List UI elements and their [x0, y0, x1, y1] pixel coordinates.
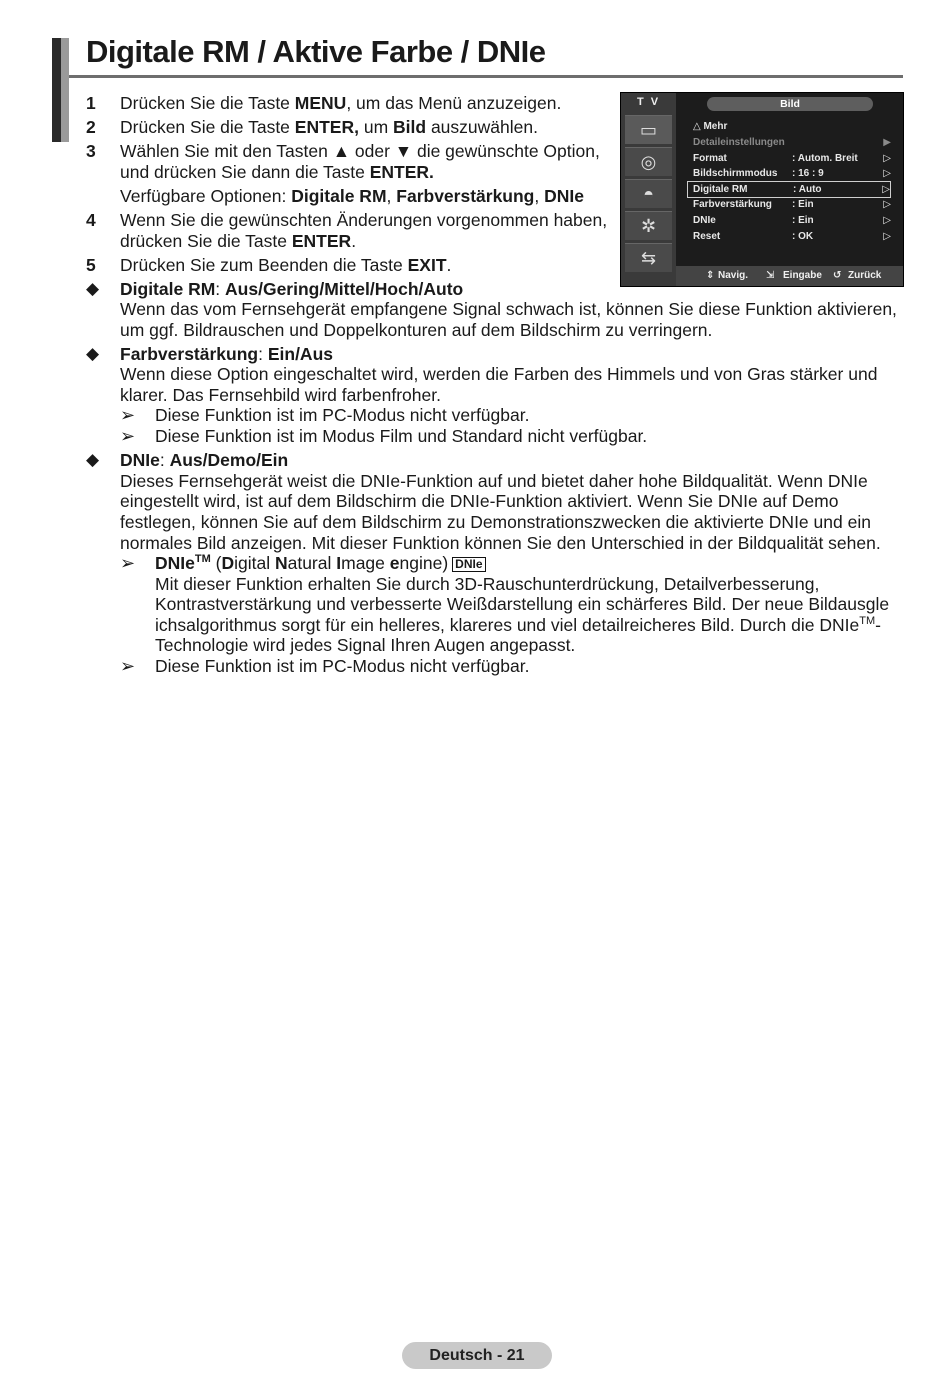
diamond-bullet-icon: ◆ [86, 450, 100, 469]
step-3-line-1: Wählen Sie mit den Tasten ▲ oder ▼ die gewünschte Option, [120, 141, 600, 161]
note-arrow-icon: ➢ [120, 426, 136, 446]
tv-menu-footer: ⇕ Navig. ⇲ Eingabe ↺ Zurück [676, 266, 903, 286]
tv-menu-row-digitale-rm: Digitale RM : Auto ▷ [687, 181, 891, 198]
tv-menu-row-mehr: △ Mehr [693, 121, 728, 132]
dnie-note-para-1: Mit dieser Funktion erhalten Sie durch 3D-Rauschunterdrückung, Detailverbesserung, [155, 574, 820, 594]
step-4-line-1: Wenn Sie die gewünschten Änderungen vorgenommen haben, [120, 210, 608, 230]
dnie-note-2: Diese Funktion ist im PC-Modus nicht verfügbar. [155, 656, 530, 676]
step-3-line-3: Verfügbare Optionen: Digitale RM, Farbverstärkung, DNIe [120, 186, 584, 206]
channel-icon: ◓ [625, 179, 672, 208]
step-5-number: 5 [86, 255, 96, 275]
section-rm-para-2: um ggf. Bildrauschen und Doppelkonturen auf dem Bildschirm zu verringern. [120, 320, 713, 340]
step-1-number: 1 [86, 93, 96, 113]
return-icon: ↺ [833, 270, 842, 281]
step-3-number: 3 [86, 141, 96, 161]
tv-menu-screenshot [620, 92, 904, 287]
dnie-logo: DNIe [452, 557, 485, 572]
note-arrow-icon: ➢ [120, 656, 136, 676]
picture-icon: ▭ [625, 115, 672, 144]
title-accent-bar-light [61, 38, 69, 142]
section-farb-para-1: Wenn diese Option eingeschaltet wird, werden die Farben des Himmels und von Gras stärker und [120, 364, 878, 384]
diamond-bullet-icon: ◆ [86, 279, 100, 298]
title-underline [69, 75, 903, 78]
dnie-note-title: DNIe™ (Digital Natural Image engine) DNIe [155, 553, 486, 573]
section-dnie-heading: DNIe: Aus/Demo/Ein [120, 450, 289, 470]
section-dnie-para-3: festlegen, können Sie auf dem Bildschirm zu Demonstrationszwecken die aktivierte DNIe und ein [120, 512, 871, 532]
dnie-note-para-2: Kontrastverstärkung und verbesserte Weißdarstellung ein schärferes Bild. Der neue Bildausgle [155, 594, 890, 614]
section-rm-heading: Digitale RM: Aus/Gering/Mittel/Hoch/Auto [120, 279, 464, 299]
step-2-text: Drücken Sie die Taste ENTER, um Bild auszuwählen. [120, 117, 538, 137]
step-5-text: Drücken Sie zum Beenden die Taste EXIT. [120, 255, 452, 275]
step-2-number: 2 [86, 117, 96, 137]
updown-icon: ⇕ [706, 270, 715, 281]
step-3-line-2: und drücken Sie dann die Taste ENTER. [120, 162, 434, 182]
section-farb-note-1: Diese Funktion ist im PC-Modus nicht verfügbar. [155, 405, 530, 425]
tv-menu-tab-bild: Bild [707, 97, 873, 111]
page-number-footer: Deutsch - 21 [402, 1342, 552, 1369]
step-4-line-2: drücken Sie die Taste ENTER. [120, 231, 357, 251]
section-farb-note-2: Diese Funktion ist im Modus Film und Standard nicht verfügbar. [155, 426, 648, 446]
tv-menu-row-dnie: DNIe : Ein ▷ [693, 215, 891, 226]
setup-icon: ✲ [625, 211, 672, 240]
enter-icon: ⇲ [766, 270, 775, 281]
section-dnie-para-1: Dieses Fernsehgerät weist die DNIe-Funktion auf und bietet daher hohe Bildqualität. Wenn DNIe [120, 471, 868, 491]
tv-menu-row-bildschirmmodus: Bildschirmmodus : 16 : 9 ▷ [693, 168, 891, 179]
page-title: Digitale RM / Aktive Farbe / DNIe [86, 34, 546, 69]
step-1-text: Drücken Sie die Taste MENU, um das Menü anzuzeigen. [120, 93, 562, 113]
input-icon: ⇆ [625, 243, 672, 272]
dnie-note-para-3: ichsalgorithmus sorgt für ein helleres, klareres und viel detailreicheres Bild. Durch die DNIe™- [155, 615, 881, 635]
title-accent-bar-dark [52, 38, 61, 142]
note-arrow-icon: ➢ [120, 405, 136, 425]
tv-label: T V [636, 96, 661, 108]
tv-menu-row-farbverstaerkung: Farbverstärkung : Ein ▷ [693, 199, 891, 210]
diamond-bullet-icon: ◆ [86, 344, 100, 363]
step-4-number: 4 [86, 210, 96, 230]
section-rm-para-1: Wenn das vom Fernsehgerät empfangene Signal schwach ist, können Sie diese Funktion aktivieren, [120, 299, 897, 319]
note-arrow-icon: ➢ [120, 553, 136, 573]
tv-menu-row-detail: Detaileinstellungen ▶ [693, 137, 891, 148]
tv-menu-row-format: Format : Autom. Breit ▷ [693, 153, 891, 164]
tv-menu-row-reset: Reset : OK ▷ [693, 231, 891, 242]
section-farb-heading: Farbverstärkung: Ein/Aus [120, 344, 333, 364]
sound-icon: ◎ [625, 147, 672, 176]
dnie-note-para-4: Technologie wird jedes Signal Ihren Augen angepasst. [155, 635, 576, 655]
section-dnie-para-2: eingestellt wird, ist auf dem Bildschirm die DNIe-Funktion aktiviert. Wenn Sie DNIe auf Demo [120, 491, 839, 511]
section-farb-para-2: klarer. Das Fernsehbild wird farbenfroher. [120, 385, 441, 405]
section-dnie-para-4: normales Bild anzeigen. Mit dieser Funktion können Sie den Unterschied in der Bildqualität sehen. [120, 533, 881, 553]
